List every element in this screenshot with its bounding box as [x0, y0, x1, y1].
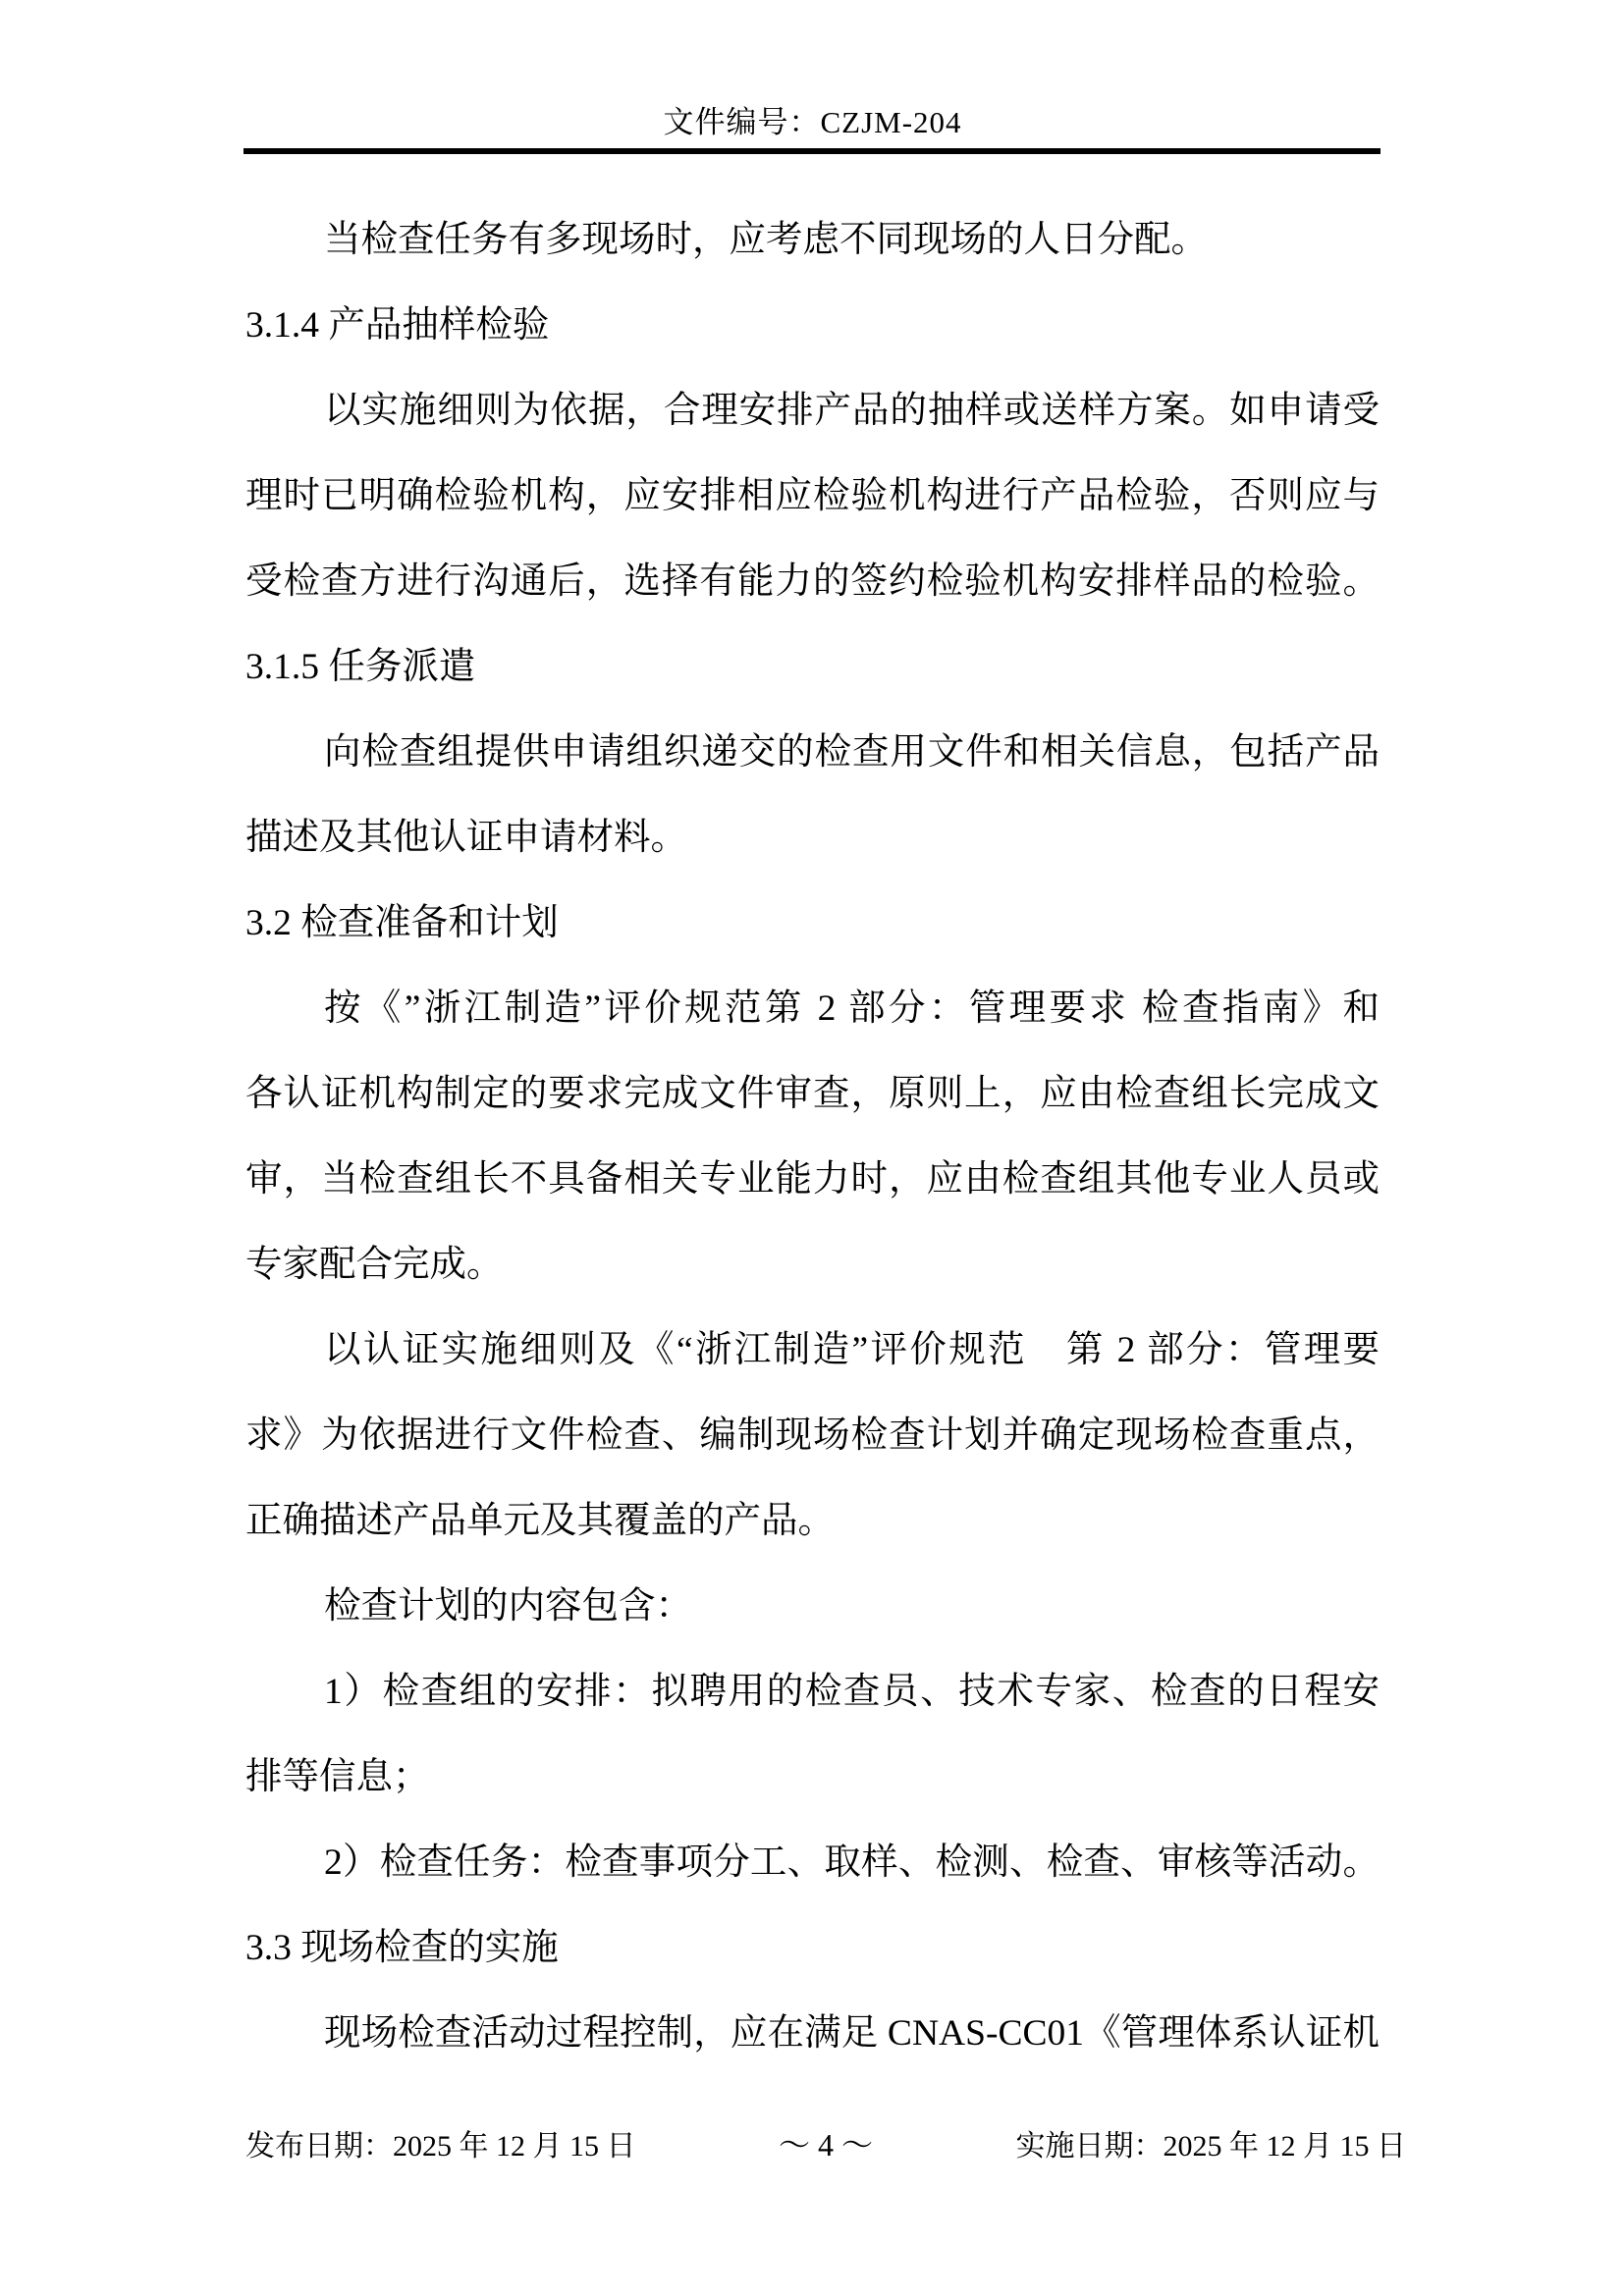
body-line: 以实施细则为依据，合理安排产品的抽样或送样方案。如申请受 [324, 391, 1380, 431]
body-line: 2）检查任务：检查事项分工、取样、检测、检查、审核等活动。 [324, 1842, 1380, 1883]
page-footer [245, 2123, 1406, 2168]
document-body [245, 197, 1380, 2076]
body-line: 向检查组提供申请组织递交的检查用文件和相关信息，包括产品 [324, 732, 1380, 773]
body-line: 当检查任务有多现场时，应考虑不同现场的人日分配。 [324, 220, 1208, 260]
body-line: 描述及其他认证申请材料。 [245, 818, 687, 858]
section-heading: 3.3 现场检查的实施 [245, 1928, 559, 1968]
page-number: ～ 4 ～ [778, 2127, 873, 2163]
body-line: 按《”浙江制造”评价规范第 2 部分：管理要求 检查指南》和 [324, 988, 1380, 1029]
header-rule [244, 148, 1380, 154]
body-line: 专家配合完成。 [245, 1245, 504, 1285]
release-date: 发布日期：2025 年 12 月 15 日 [245, 2130, 636, 2163]
section-heading: 3.2 检查准备和计划 [245, 903, 559, 943]
body-line: 现场检查活动过程控制，应在满足 CNAS-CC01《管理体系认证机 [324, 2013, 1380, 2054]
body-line: 审，当检查组长不具备相关专业能力时，应由检查组其他专业人员或 [245, 1159, 1380, 1200]
body-line: 受检查方进行沟通后，选择有能力的签约检验机构安排样品的检验。 [245, 561, 1380, 602]
section-heading: 3.1.5 任务派遣 [245, 647, 476, 687]
implement-date: 实施日期：2025 年 12 月 15 日 [1015, 2130, 1406, 2163]
section-heading: 3.1.4 产品抽样检验 [245, 305, 550, 346]
body-line: 正确描述产品单元及其覆盖的产品。 [245, 1501, 835, 1541]
body-line: 排等信息； [245, 1757, 430, 1797]
doc-number-header: 文件编号：CZJM-204 [663, 105, 962, 139]
body-line: 求》为依据进行文件检查、编制现场检查计划并确定现场检查重点， [245, 1415, 1380, 1456]
body-line: 以认证实施细则及《“浙江制造”评价规范 第 2 部分：管理要 [324, 1330, 1380, 1370]
body-line: 各认证机构制定的要求完成文件审查，原则上，应由检查组长完成文 [245, 1074, 1380, 1114]
body-line: 检查计划的内容包含： [324, 1586, 692, 1627]
body-line: 理时已明确检验机构，应安排相应检验机构进行产品检验，否则应与 [245, 476, 1380, 516]
body-line: 1）检查组的安排：拟聘用的检查员、技术专家、检查的日程安 [324, 1672, 1380, 1712]
